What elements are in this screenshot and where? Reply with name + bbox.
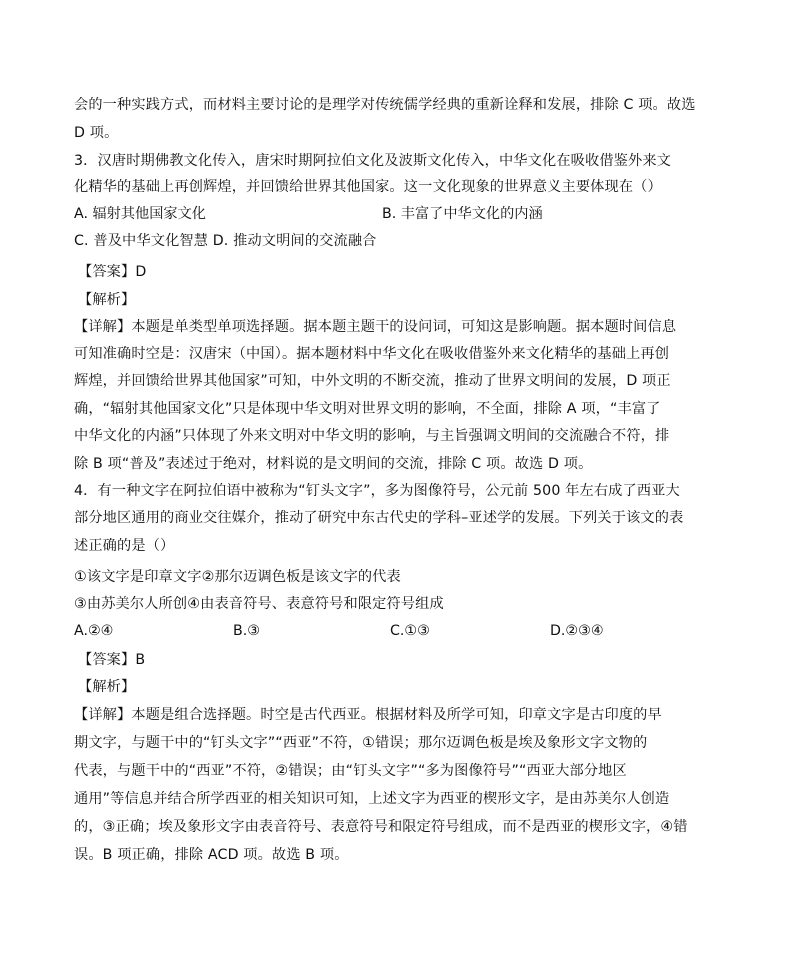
question-4-option-d: D.②③④ (550, 623, 604, 639)
question-4-statement-line: ①该文字是印章文字②那尔迈调色板是该文字的代表 (74, 569, 401, 585)
explanation-line: 确，“辐射其他国家文化”只是体现中华文明对世界文明的影响，不全面，排除 A 项，“丰富了 (74, 401, 661, 417)
question-4-stem-line: 述正确的是（） (74, 538, 175, 554)
text-line: D 项。 (74, 125, 119, 141)
explanation-line: 【详解】本题是组合选择题。时空是古代西亚。根据材料及所学可知，印章文字是古印度的早 (74, 707, 662, 723)
question-3-options-cd: C. 普及中华文化智慧 D. 推动文明间的交流融合 (74, 233, 377, 249)
explanation-line: 代表，与题干中的“西亚”不符，②错误；由“钉头文字”“多为图像符号”“西亚大部分地区 (74, 763, 627, 779)
explanation-line: 除 B 项“普及”表述过于绝对，材料说的是文明间的交流，排除 C 项。故选 D 项。 (74, 456, 593, 472)
question-3-option-a: A. 辐射其他国家文化 (74, 206, 206, 222)
text-line: 会的一种实践方式，而材料主要讨论的是理学对传统儒学经典的重新诠释和发展，排除 C 项。故选 (74, 97, 696, 113)
question-3-stem-line: 3．汉唐时期佛教文化传入，唐宋时期阿拉伯文化及波斯文化传入，中华文化在吸收借鉴外来文 (74, 153, 672, 169)
explanation-line: 可知准确时空是：汉唐宋（中国）。据本题材料中华文化在吸收借鉴外来文化精华的基础上再创 (74, 346, 670, 362)
question-4-option-a: A.②④ (74, 623, 114, 639)
explanation-line: 通用”等信息并结合所学西亚的相关知识可知，上述文字为西亚的楔形文字，是由苏美尔人创造 (74, 791, 670, 807)
question-4-option-c: C.①③ (390, 623, 430, 639)
question-3-option-b: B. 丰富了中华文化的内涵 (382, 206, 543, 222)
analysis-label: 【解析】 (78, 292, 136, 308)
question-4-option-b: B.③ (233, 623, 260, 639)
explanation-line: 中华文化的内涵”只体现了外来文明对中华文明的影响，与主旨强调文明间的交流融合不符，排 (74, 428, 670, 444)
explanation-line: 误。B 项正确，排除 ACD 项。故选 B 项。 (74, 847, 349, 863)
question-3-stem-line: 化精华的基础上再创辉煌，并回馈给世界其他国家。这一文化现象的世界意义主要体现在（） (74, 179, 662, 195)
question-4-stem-line: 4．有一种文字在阿拉伯语中被称为“钉头文字”，多为图像符号，公元前 500 年左右成了西亚大 (74, 483, 680, 499)
question-4-stem-line: 部分地区通用的商业交往媒介，推动了研究中东古代史的学科–亚述学的发展。下列关于该文的表 (74, 510, 684, 526)
explanation-line: 【详解】本题是单类型单项选择题。据本题主题干的设问词，可知这是影响题。据本题时间信息 (74, 319, 677, 335)
answer-label: 【答案】B (78, 652, 146, 668)
answer-label: 【答案】D (78, 264, 147, 280)
question-4-statement-line: ③由苏美尔人所创④由表音符号、表意符号和限定符号组成 (74, 596, 444, 612)
explanation-line: 辉煌，并回馈给世界其他国家”可知，中外文明的不断交流，推动了世界文明间的发展，D 项正 (74, 373, 671, 389)
analysis-label: 【解析】 (78, 679, 136, 695)
explanation-line: 的，③正确；埃及象形文字由表音符号、表意符号和限定符号组成，而不是西亚的楔形文字，④错 (74, 819, 688, 835)
explanation-line: 期文字，与题干中的“钉头文字”“西亚”不符，①错误；那尔迈调色板是埃及象形文字文物的 (74, 735, 648, 751)
